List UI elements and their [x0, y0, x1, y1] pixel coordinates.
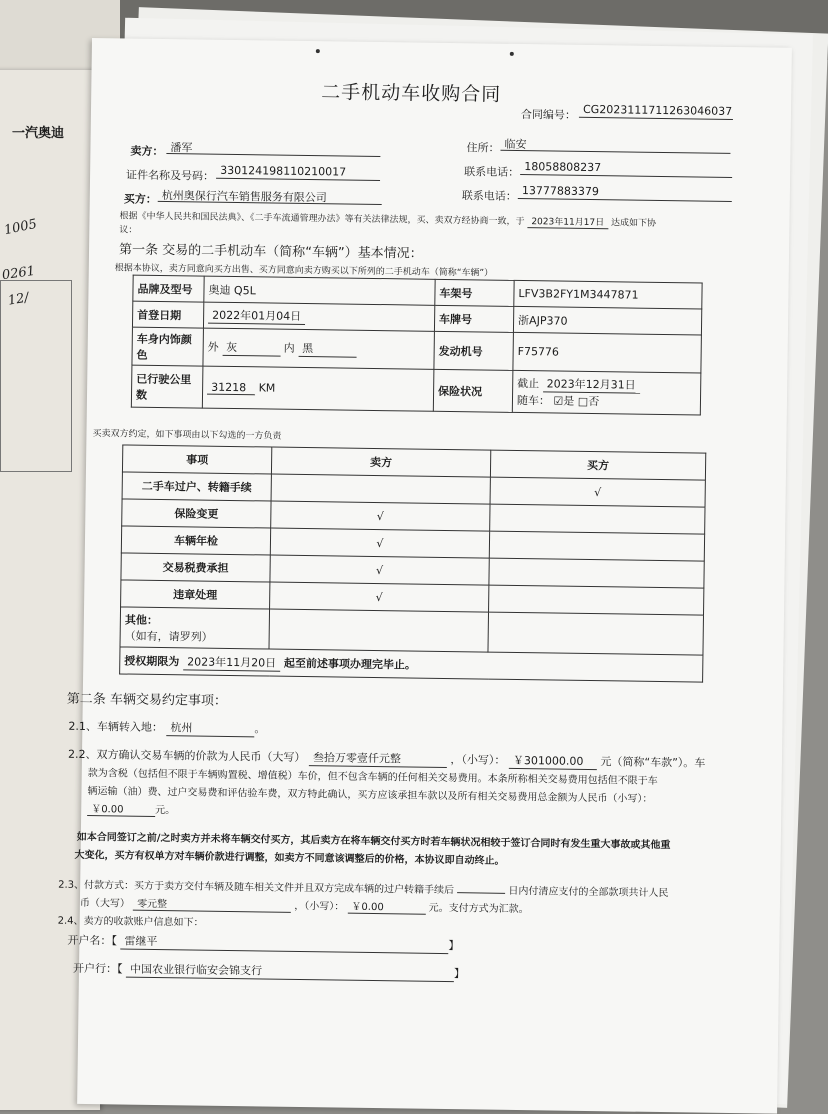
- no-label: 否: [588, 394, 600, 409]
- bracket-close: 】: [448, 939, 460, 953]
- with-car-label: 随车：: [516, 393, 551, 408]
- phone-label: 联系电话：: [461, 189, 517, 203]
- seller-check: [269, 609, 489, 652]
- exterior-color: 灰: [222, 339, 280, 357]
- fee-amount: ￥0.00: [87, 800, 155, 817]
- account-name-label: 开户名：【: [67, 933, 117, 948]
- id-label: 证件名称及号码：: [125, 168, 215, 183]
- account-bank-label: 开户行：【: [72, 961, 123, 976]
- col-buyer: 买方: [490, 450, 705, 480]
- clause-2-2-text: ，（小写）：: [450, 753, 506, 767]
- clause-2-2-text: 2.2、双方确认交易车辆的价款为人民币（大写）: [67, 747, 306, 765]
- account-name-row: [67, 932, 459, 954]
- reg-date-label: 首登日期: [132, 301, 203, 328]
- preamble: [119, 208, 656, 229]
- seller-phone: 18058808237: [520, 160, 732, 178]
- price-amount: ￥301000.00: [509, 752, 597, 770]
- plate-value: 浙AJP370: [513, 306, 701, 335]
- insurance-prefix: 截止: [517, 376, 540, 391]
- punch-hole: [316, 49, 320, 53]
- address-label: 住所：: [466, 141, 500, 155]
- other-cell: [120, 607, 270, 649]
- account-bank: 中国农业银行临安会锦支行: [126, 961, 454, 983]
- deadline-date: 2023年11月20日: [183, 653, 280, 671]
- deadline-label: 授权期限为: [124, 654, 180, 668]
- color-label: 车身内饰颜色: [132, 327, 204, 366]
- page-title: 二手机动车收购合同: [321, 81, 502, 106]
- account-bank-row: [73, 960, 465, 982]
- brand-value: 奥迪 Q5L: [204, 276, 435, 305]
- clause-2-2-fee: [87, 800, 175, 817]
- clause-2-3-text: 日内付清应支付的全部款项共计人民: [508, 885, 669, 900]
- mileage-unit: KM: [258, 380, 276, 395]
- item-violations: 违章处理: [121, 580, 270, 609]
- yes-checkbox: ☑: [553, 394, 564, 408]
- seller-check: √: [270, 582, 489, 612]
- engine-value: F75776: [513, 332, 702, 373]
- col-item: 事项: [122, 445, 271, 474]
- exterior-prefix: 外: [207, 340, 219, 354]
- vehicle-table: [131, 275, 703, 416]
- fee-end: 元。: [155, 804, 176, 817]
- handwriting: 1005: [2, 216, 39, 239]
- clause-2-1: [68, 718, 265, 738]
- clause-2-3-text: ，（小写）：: [294, 900, 345, 913]
- handwriting: 12/: [6, 290, 31, 309]
- article-1-title: 第一条 交易的二手机动车（简称“车辆”）基本情况：: [118, 242, 423, 262]
- item-insurance: 保险变更: [122, 499, 271, 528]
- phone-label: 联系电话：: [464, 165, 520, 179]
- seller-name: 潘军: [166, 139, 380, 157]
- payment-days: [457, 892, 505, 894]
- insurance-cell: [512, 370, 701, 415]
- contract-no: CG2023111711263046037: [579, 103, 733, 120]
- id-number: 330124198110210017: [216, 164, 380, 181]
- account-name: 雷继平: [120, 932, 448, 954]
- adjustment-clause: 如本合同签订之前/之时卖方并未将车辆交付买方，其后卖方在将车辆交付买方时若车辆状况相较于签订合同时有发生重大事故或其他重: [76, 831, 671, 852]
- insurance-date: 2023年12月31日: [543, 375, 640, 393]
- insurance-label: 保险状况: [433, 369, 513, 412]
- payment-upper: 零元整: [133, 895, 291, 913]
- other-value: （如有，请罗列）: [124, 629, 213, 644]
- signing-date: 2023年11月17日: [527, 214, 608, 229]
- duties-intro: [92, 426, 281, 442]
- reg-date-cell: [203, 302, 434, 331]
- clause-2-3-text: 2.3、付款方式：买方于卖方交付车辆及随车相关文件并且双方完成车辆的过户转籍手续后: [58, 879, 455, 897]
- buyer-check: [489, 585, 704, 615]
- reg-date-value: 2022年01月04日: [208, 307, 305, 325]
- color-cell: [203, 328, 435, 369]
- col-seller: 卖方: [271, 447, 490, 477]
- mileage-label: 已行驶公里数: [131, 365, 203, 408]
- buyer-phone: 13777883379: [518, 184, 732, 202]
- price-upper: 叁拾万零壹仟元整: [309, 749, 447, 768]
- buyer-name: 杭州奥保行汽车销售服务有限公司: [158, 187, 382, 205]
- interior-color: 黑: [298, 340, 356, 358]
- preamble-text: 议：: [119, 225, 138, 236]
- adjustment-clause: 大变化，买方有权单方对车辆价款进行调整，如卖方不同意该调整后的价格，本协议即自动终止。: [74, 849, 505, 867]
- seller-check: √: [270, 528, 489, 558]
- brand-label: 一汽奥迪: [12, 126, 65, 141]
- left-form-box: [0, 280, 72, 472]
- interior-prefix: 内: [283, 341, 295, 355]
- duties-table: [119, 444, 706, 682]
- clause-2-1-label: 2.1、车辆转入地：: [68, 719, 163, 735]
- mileage-value: 31218: [207, 380, 255, 395]
- seller-label: 卖方：: [130, 144, 164, 159]
- buyer-label: 买方：: [123, 192, 157, 206]
- seller-check: √: [271, 501, 490, 531]
- bracket-close: 】: [453, 967, 466, 981]
- buyer-check: [488, 612, 704, 655]
- buyer-check: [490, 504, 705, 534]
- item-taxes: 交易税费承担: [121, 553, 270, 582]
- contract-page: [57, 38, 792, 1114]
- clause-end: 。: [254, 722, 266, 736]
- clause-2-3-text: 币（大写）: [79, 897, 130, 910]
- brand-label: 品牌及型号: [133, 275, 204, 302]
- deadline-tail: 起至前述事项办理完毕止。: [283, 656, 417, 672]
- clause-2-3-text: 元。支付方式为汇款。: [428, 902, 529, 916]
- transfer-city: 杭州: [166, 719, 254, 737]
- address-value: 临安: [500, 136, 730, 154]
- vin-label: 车架号: [435, 279, 514, 306]
- duties-intro-text: 买卖双方约定，如下事项由以下勾选的一方负责: [92, 429, 282, 442]
- preamble-text: 根据《中华人民共和国民法典》、《二手车流通管理办法》等有关法律法规，买、卖双方经协商一致，于: [119, 211, 525, 228]
- punch-hole: [510, 52, 514, 56]
- item-transfer: 二手车过户、转籍手续: [122, 472, 271, 501]
- mileage-cell: [202, 366, 434, 411]
- plate-label: 车牌号: [434, 305, 513, 332]
- clause-2-2-text: 元（简称“车款”）。车: [600, 755, 706, 770]
- clause-2-2-line: 款为含税（包括但不限于车辆购置税、增值税）车价，但不包含车辆的任何相关交易费用。本条所称相关交易费用包括但不限于车: [87, 768, 658, 787]
- clause-2-2-line: 辆运输（油）费、过户交易费和评估验车费，双方特此确认，买方应该承担车款以及所有相关交易费用总金额为人民币（小写）：: [87, 786, 653, 805]
- preamble-text: 达成如下协: [610, 218, 657, 229]
- no-checkbox: □: [577, 394, 589, 408]
- engine-label: 发动机号: [434, 331, 514, 370]
- article-1-intro: 根据本协议，卖方同意向买方出售、买方同意向卖方购买以下所列的二手机动车（简称“车辆”）: [114, 263, 494, 279]
- item-inspection: 车辆年检: [121, 526, 270, 555]
- insurance-with-car: [517, 392, 696, 410]
- buyer-check: √: [490, 477, 705, 507]
- seller-check: [271, 474, 490, 504]
- contract-no-label: 合同编号：: [520, 107, 577, 122]
- article-2-title: 第二条 车辆交易约定事项：: [66, 691, 227, 709]
- buyer-check: [489, 558, 704, 588]
- yes-label: 是: [563, 394, 575, 408]
- vin-value: LFV3B2FY1M3447871: [514, 280, 702, 309]
- handwriting: 0261: [1, 263, 36, 284]
- seller-check: √: [270, 555, 489, 585]
- other-label: 其他：: [124, 613, 158, 627]
- payment-amount: ￥0.00: [347, 898, 425, 915]
- buyer-check: [489, 531, 704, 561]
- clause-2-4: 2.4、卖方的收款账户信息如下：: [57, 915, 204, 929]
